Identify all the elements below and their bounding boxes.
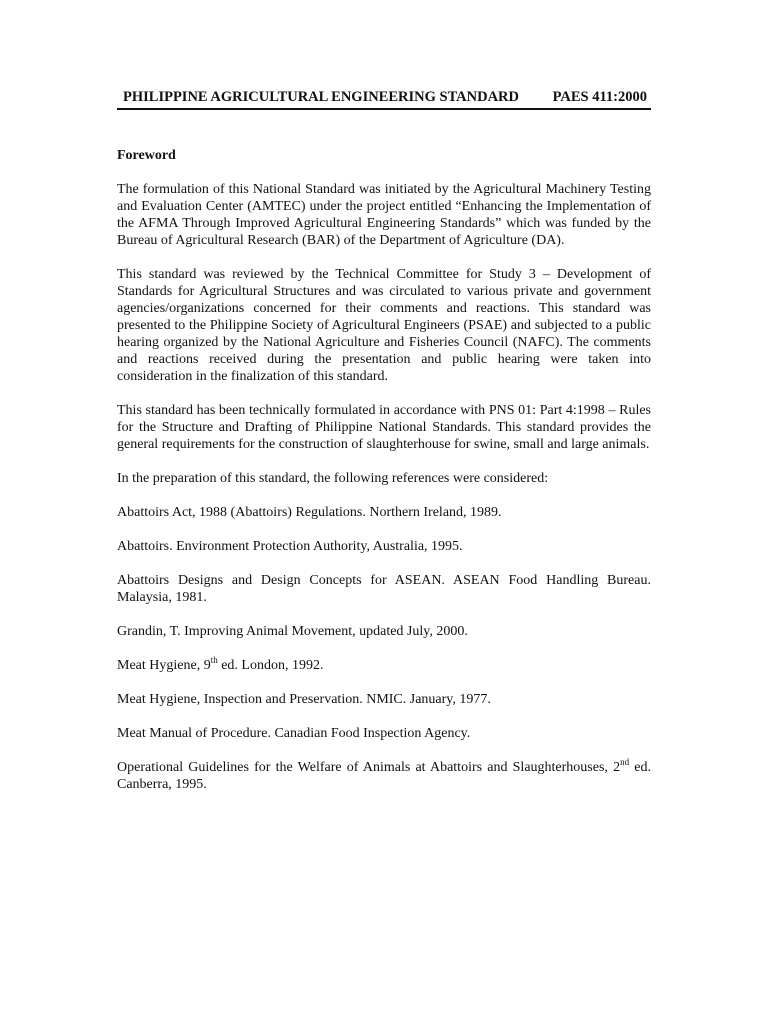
reference-text: ed. Canberra, 1995. xyxy=(117,760,652,792)
reference-item: Abattoirs. Environment Protection Authority, Australia, 1995. xyxy=(117,539,463,554)
reference-item: Meat Manual of Procedure. Canadian Food Inspection Agency. xyxy=(117,726,471,741)
page-header xyxy=(117,88,651,110)
foreword-paragraph: In the preparation of this standard, the following references were considered: xyxy=(117,471,549,486)
section-heading: Foreword xyxy=(117,148,176,163)
standard-title: PHILIPPINE AGRICULTURAL ENGINEERING STANDARD xyxy=(123,89,520,105)
ordinal-suffix: th xyxy=(210,655,218,665)
reference-item: Meat Hygiene, Inspection and Preservation. NMIC. January, 1977. xyxy=(117,692,491,707)
foreword-paragraph: This standard was reviewed by the Technical Committee for Study 3 – Development of Standards for Agricultural Structures and was circulated to various private and government agencies/organizations concerned for their comments and reactions. This standard was presented to the Philippine Society of Agricultural Engineers (PSAE) and subjected to a public hearing organized by the National Agriculture and Fisheries Council (NAFC). The comments and reactions received during the presentation and public hearing were taken into consideration in the finalization of this standard. xyxy=(117,267,651,384)
reference-item xyxy=(117,657,651,674)
reference-item: Abattoirs Act, 1988 (Abattoirs) Regulations. Northern Ireland, 1989. xyxy=(117,505,502,520)
reference-item: Grandin, T. Improving Animal Movement, updated July, 2000. xyxy=(117,624,468,639)
reference-item: Abattoirs Designs and Design Concepts for ASEAN. ASEAN Food Handling Bureau. Malaysia, 1981. xyxy=(117,573,651,605)
reference-item xyxy=(117,759,651,793)
reference-text: Operational Guidelines for the Welfare of Animals at Abattoirs and Slaughterhouses, 2 xyxy=(117,760,621,775)
reference-text: ed. London, 1992. xyxy=(217,658,324,673)
document-page xyxy=(117,88,651,793)
ordinal-suffix: nd xyxy=(620,757,630,767)
foreword-paragraph: The formulation of this National Standard was initiated by the Agricultural Machinery Testing and Evaluation Center (AMTEC) under the project entitled “Enhancing the Implementation of the AFMA Through Improved Agricultural Engineering Standards” which was funded by the Bureau of Agricultural Research (BAR) of the Department of Agriculture (DA). xyxy=(117,182,651,248)
standard-code: PAES 411:2000 xyxy=(552,89,647,105)
reference-text: Meat Hygiene, 9 xyxy=(117,658,211,673)
foreword-paragraph: This standard has been technically formulated in accordance with PNS 01: Part 4:1998 – Rules for the Structure and Drafting of Philippine National Standards. This standard provides the general requirements for the construction of slaughterhouse for swine, small and large animals. xyxy=(117,403,651,452)
